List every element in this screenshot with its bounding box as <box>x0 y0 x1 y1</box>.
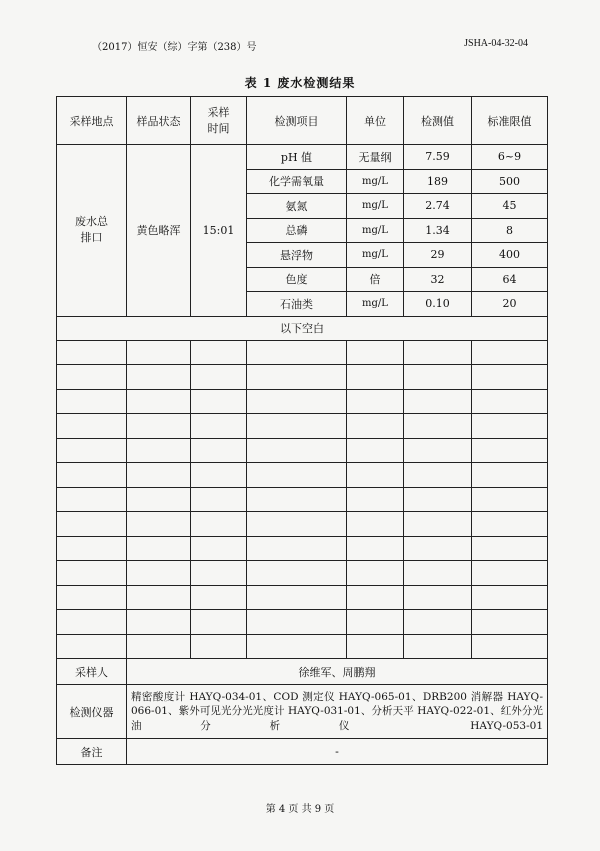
empty-cell <box>404 438 472 463</box>
col-header: 采样地点 <box>57 97 127 145</box>
empty-cell <box>127 438 191 463</box>
empty-cell <box>347 610 404 635</box>
value-cell: 29 <box>404 243 472 268</box>
empty-cell <box>247 634 347 659</box>
empty-cell <box>127 340 191 365</box>
empty-cell <box>57 389 127 414</box>
empty-row <box>57 463 548 488</box>
empty-cell <box>404 610 472 635</box>
empty-cell <box>57 512 127 537</box>
empty-cell <box>57 634 127 659</box>
limit-cell: 8 <box>472 218 548 243</box>
empty-cell <box>247 610 347 635</box>
time-cell: 15:01 <box>191 145 247 317</box>
limit-cell: 400 <box>472 243 548 268</box>
table-title: 表 1 废水检测结果 <box>244 76 356 90</box>
empty-cell <box>127 365 191 390</box>
instruments-row <box>57 685 548 739</box>
empty-cell <box>404 634 472 659</box>
item-cell: 总磷 <box>247 218 347 243</box>
empty-cell <box>57 536 127 561</box>
empty-cell <box>347 585 404 610</box>
empty-cell <box>247 340 347 365</box>
empty-cell <box>247 512 347 537</box>
empty-row <box>57 340 548 365</box>
empty-cell <box>57 414 127 439</box>
col-header: 检测值 <box>404 97 472 145</box>
limit-cell: 500 <box>472 169 548 194</box>
col-header: 检测项目 <box>247 97 347 145</box>
empty-cell <box>127 585 191 610</box>
location-cell: 废水总排口 <box>57 145 127 317</box>
empty-cell <box>247 389 347 414</box>
empty-cell <box>57 610 127 635</box>
unit-cell: 倍 <box>347 267 404 292</box>
value-cell: 2.74 <box>404 194 472 219</box>
empty-cell <box>57 340 127 365</box>
instruments-label: 检测仪器 <box>57 685 127 739</box>
empty-row <box>57 561 548 586</box>
empty-cell <box>191 634 247 659</box>
empty-row <box>57 365 548 390</box>
remarks-value: - <box>127 739 548 765</box>
empty-row <box>57 585 548 610</box>
empty-cell <box>127 634 191 659</box>
empty-cell <box>191 463 247 488</box>
col-header: 样品状态 <box>127 97 191 145</box>
empty-cell <box>404 561 472 586</box>
empty-cell <box>57 487 127 512</box>
empty-cell <box>191 340 247 365</box>
empty-cell <box>57 438 127 463</box>
col-header: 单位 <box>347 97 404 145</box>
empty-cell <box>191 365 247 390</box>
item-cell: 化学需氧量 <box>247 169 347 194</box>
empty-cell <box>472 463 548 488</box>
empty-cell <box>127 414 191 439</box>
empty-row <box>57 487 548 512</box>
col-header: 采样时间 <box>191 97 247 145</box>
empty-cell <box>404 487 472 512</box>
page-number: 第 4 页 共 9 页 <box>265 804 335 815</box>
unit-cell: mg/L <box>347 218 404 243</box>
empty-cell <box>191 389 247 414</box>
empty-row <box>57 512 548 537</box>
empty-cell <box>347 365 404 390</box>
empty-cell <box>404 365 472 390</box>
col-header: 标准限值 <box>472 97 548 145</box>
empty-row <box>57 438 548 463</box>
empty-row <box>57 634 548 659</box>
empty-cell <box>191 561 247 586</box>
empty-cell <box>247 365 347 390</box>
empty-cell <box>191 610 247 635</box>
limit-cell: 64 <box>472 267 548 292</box>
empty-cell <box>347 512 404 537</box>
empty-cell <box>472 585 548 610</box>
item-cell: pH 值 <box>247 145 347 170</box>
value-cell: 1.34 <box>404 218 472 243</box>
empty-cell <box>404 389 472 414</box>
limit-cell: 20 <box>472 292 548 317</box>
limit-cell: 45 <box>472 194 548 219</box>
empty-cell <box>57 463 127 488</box>
empty-row <box>57 389 548 414</box>
empty-cell <box>247 536 347 561</box>
empty-cell <box>347 487 404 512</box>
empty-cell <box>127 389 191 414</box>
state-cell: 黄色略浑 <box>127 145 191 317</box>
empty-cell <box>472 487 548 512</box>
empty-cell <box>247 561 347 586</box>
empty-cell <box>347 561 404 586</box>
empty-cell <box>247 487 347 512</box>
empty-cell <box>127 561 191 586</box>
empty-cell <box>247 438 347 463</box>
empty-cell <box>191 512 247 537</box>
empty-cell <box>191 585 247 610</box>
empty-cell <box>472 610 548 635</box>
value-cell: 189 <box>404 169 472 194</box>
unit-cell: mg/L <box>347 194 404 219</box>
empty-cell <box>247 463 347 488</box>
value-cell: 32 <box>404 267 472 292</box>
empty-cell <box>472 365 548 390</box>
empty-cell <box>472 414 548 439</box>
empty-cell <box>404 414 472 439</box>
value-cell: 0.10 <box>404 292 472 317</box>
unit-cell: mg/L <box>347 169 404 194</box>
empty-cell <box>347 340 404 365</box>
unit-cell: mg/L <box>347 243 404 268</box>
wastewater-results-table <box>56 96 548 765</box>
empty-cell <box>404 536 472 561</box>
result-row <box>57 145 548 170</box>
empty-cell <box>347 389 404 414</box>
value-cell: 7.59 <box>404 145 472 170</box>
blank-note: 以下空白 <box>57 316 548 340</box>
item-cell: 石油类 <box>247 292 347 317</box>
empty-cell <box>247 585 347 610</box>
item-cell: 氨氮 <box>247 194 347 219</box>
empty-cell <box>472 561 548 586</box>
sampler-row <box>57 659 548 685</box>
empty-row <box>57 536 548 561</box>
instruments-value: 精密酸度计 HAYQ-034-01、COD 测定仪 HAYQ-065-01、DRB200 消解器 HAYQ-066-01、紫外可见光分光光度计 HAYQ-031-01、分析天平 HAYQ-022-01、红外分光油分析仪 HAYQ-053-01 <box>127 685 548 739</box>
empty-cell <box>127 610 191 635</box>
limit-cell: 6~9 <box>472 145 548 170</box>
empty-cell <box>57 365 127 390</box>
empty-cell <box>472 634 548 659</box>
remarks-row <box>57 739 548 765</box>
empty-cell <box>247 414 347 439</box>
item-cell: 悬浮物 <box>247 243 347 268</box>
empty-cell <box>404 340 472 365</box>
empty-cell <box>127 536 191 561</box>
empty-row <box>57 414 548 439</box>
unit-cell: mg/L <box>347 292 404 317</box>
form-code: JSHA-04-32-04 <box>464 38 528 49</box>
empty-row <box>57 610 548 635</box>
empty-cell <box>127 512 191 537</box>
empty-cell <box>472 340 548 365</box>
unit-cell: 无量纲 <box>347 145 404 170</box>
empty-cell <box>347 414 404 439</box>
table-header-row <box>57 97 548 145</box>
empty-cell <box>191 536 247 561</box>
empty-cell <box>57 585 127 610</box>
empty-cell <box>191 414 247 439</box>
empty-cell <box>347 634 404 659</box>
remarks-label: 备注 <box>57 739 127 765</box>
report-number: （2017）恒安（综）字第（238）号 <box>92 42 257 53</box>
empty-cell <box>404 463 472 488</box>
empty-cell <box>127 463 191 488</box>
empty-cell <box>127 487 191 512</box>
empty-cell <box>472 536 548 561</box>
empty-cell <box>191 438 247 463</box>
sampler-label: 采样人 <box>57 659 127 685</box>
empty-cell <box>404 585 472 610</box>
empty-cell <box>404 512 472 537</box>
item-cell: 色度 <box>247 267 347 292</box>
empty-cell <box>347 536 404 561</box>
empty-cell <box>472 512 548 537</box>
empty-cell <box>472 438 548 463</box>
empty-cell <box>347 438 404 463</box>
empty-cell <box>472 389 548 414</box>
sampler-value: 徐维军、周鹏翔 <box>127 659 548 685</box>
empty-cell <box>347 463 404 488</box>
empty-cell <box>57 561 127 586</box>
blank-note-row <box>57 316 548 340</box>
empty-cell <box>191 487 247 512</box>
